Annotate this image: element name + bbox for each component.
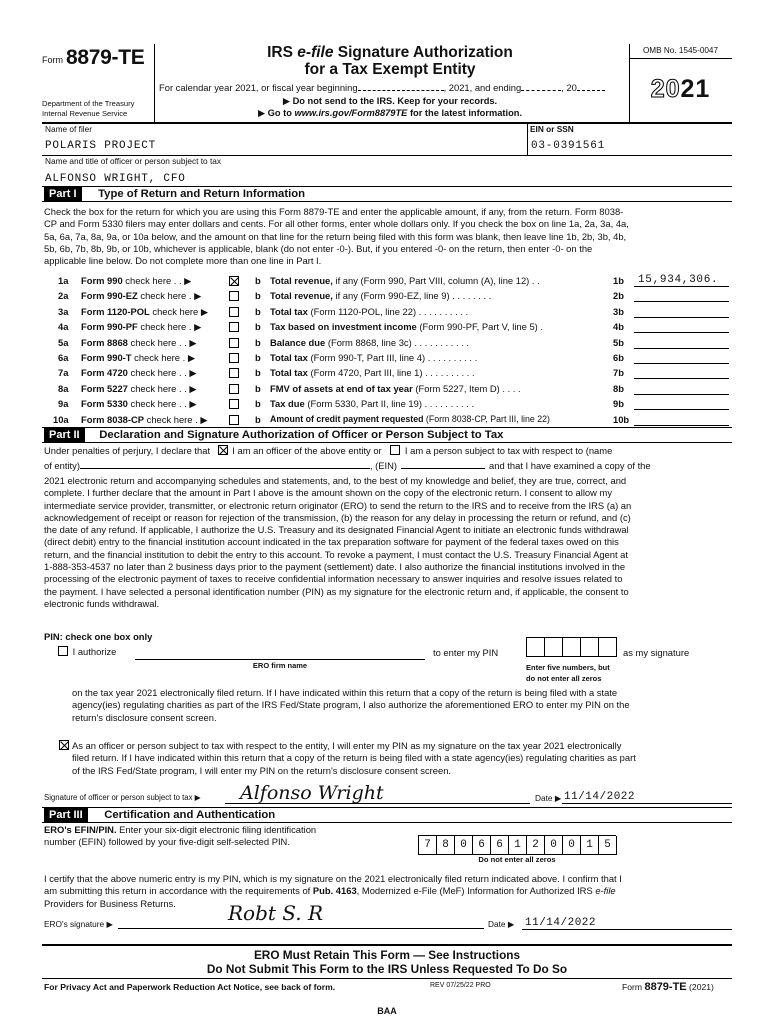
line-ref: 5b bbox=[613, 336, 624, 348]
part1-instructions: Check the box for the return for which you are using this Form 8879-TE and enter the applicable amount, if any, from the return. Form 8038- CP and Form 5330 filers may enter dollars and cents. For all other forms, enter whole dollars only. If you check the box on line 1a, 2a, 3a, 4a, 5a, 6a, 7a, 8a, 9a, or 10a below, and the amount on that line for the return being filed with this form was blank, then leave line 1b, 2b, 3b, 4b, 5b, 6b, 7b, 8b, 9b, or 10b, whichever is applicable, blank (do not enter -0-). But, if you entered -0- on the return, then enter -0- on the applicable line below. Do not complete more than one line in Part I. bbox=[44, 206, 629, 267]
efin-digit[interactable]: 6 bbox=[491, 836, 509, 855]
line-description: Tax due (Form 5330, Part II, line 19) . . . . . . . . . . bbox=[270, 398, 475, 410]
officer-pin-checkbox[interactable] bbox=[59, 740, 69, 750]
do-not-send: ▶ Do not send to the IRS. Keep for your records. bbox=[282, 96, 498, 106]
line-number: 6a bbox=[58, 352, 69, 363]
part1-line-8a bbox=[42, 383, 732, 399]
form-checkbox[interactable] bbox=[229, 322, 239, 332]
part1-title: Type of Return and Return Information bbox=[98, 188, 306, 200]
line-number: 1a bbox=[58, 275, 69, 286]
efin-digit[interactable]: 1 bbox=[581, 836, 599, 855]
baa-label: BAA bbox=[377, 1006, 397, 1016]
efin-digit[interactable]: 0 bbox=[563, 836, 581, 855]
part1-line-2a bbox=[42, 290, 732, 306]
form-checkbox[interactable] bbox=[229, 368, 239, 378]
line-description: Total tax (Form 1120-POL, line 22) . . . . . . . . . . bbox=[270, 305, 469, 317]
ero-date-label: Date ▶ bbox=[488, 919, 515, 929]
efin-digit[interactable]: 1 bbox=[509, 836, 527, 855]
amount-field[interactable] bbox=[634, 352, 729, 364]
line-number: 8a bbox=[58, 382, 69, 394]
ein-label: EIN or SSN bbox=[530, 124, 574, 134]
authorize-checkbox[interactable] bbox=[58, 646, 68, 656]
amount-field[interactable] bbox=[634, 337, 729, 349]
amount-field[interactable] bbox=[634, 398, 729, 410]
ero-date[interactable]: 11/14/2022 bbox=[525, 917, 597, 929]
option2-text: As an officer or person subject to tax with respect to the entity, I will enter my PIN as my signature on the tax year 2021 electronically filed return. If I have indicated within this return that a copy of the return is being filed with a state agency(ies) regulating charities as part of the IRS Fed/State program, I will enter my PIN on the return's disclosure consent screen. bbox=[72, 740, 636, 776]
part2-heading bbox=[44, 428, 503, 442]
person-checkbox[interactable] bbox=[390, 445, 400, 455]
line-description: FMV of assets at end of tax year (Form 5227, Item D) . . . . bbox=[270, 382, 521, 394]
line-description: Total tax (Form 4720, Part III, line 1) . . . . . . . . . . bbox=[270, 367, 475, 379]
amount-field[interactable] bbox=[634, 383, 729, 395]
form-name: Form 5227 check here . . ▶ bbox=[81, 382, 197, 394]
part3-title: Certification and Authentication bbox=[104, 809, 276, 821]
efin-digit[interactable]: 5 bbox=[599, 836, 617, 855]
line-number: 4a bbox=[58, 321, 69, 333]
line-number: 9a bbox=[58, 398, 69, 410]
goto-irs: ▶ Go to www.irs.gov/Form8879TE for the latest information. bbox=[257, 108, 523, 118]
efin-digit[interactable]: 8 bbox=[437, 836, 455, 855]
line-number: 3a bbox=[58, 305, 69, 317]
sub-letter: b bbox=[255, 382, 261, 394]
ein-value[interactable]: 03-0391561 bbox=[531, 140, 606, 152]
part3-heading bbox=[44, 808, 275, 822]
ero-firm-label: ERO firm name bbox=[252, 661, 308, 670]
part1-label: Part I bbox=[44, 187, 82, 201]
line-ref: 9b bbox=[613, 398, 624, 410]
efin-pin-boxes[interactable] bbox=[418, 835, 616, 855]
to-enter-pin: to enter my PIN bbox=[433, 647, 499, 658]
efin-digit[interactable]: 2 bbox=[527, 836, 545, 855]
efin-digit[interactable]: 0 bbox=[545, 836, 563, 855]
line-description: Amount of credit payment requested (Form 8038-CP, Part III, line 22) bbox=[270, 413, 550, 424]
amount-field[interactable] bbox=[634, 321, 729, 333]
amount-field[interactable] bbox=[634, 367, 729, 379]
sub-letter: b bbox=[255, 336, 261, 348]
ero-firm-field[interactable] bbox=[135, 647, 425, 660]
line-ref: 4b bbox=[613, 321, 624, 333]
amount-field[interactable] bbox=[634, 306, 729, 318]
form-name: Form 990-PF check here . ▶ bbox=[81, 321, 202, 333]
officer-date-label: Date ▶ bbox=[535, 793, 562, 803]
officer-pin-boxes[interactable] bbox=[526, 637, 617, 657]
part1-line-5a bbox=[42, 337, 732, 353]
filer-name[interactable]: POLARIS PROJECT bbox=[45, 140, 157, 152]
irs-label: Internal Revenue Service bbox=[42, 109, 128, 118]
sub-letter: b bbox=[255, 398, 261, 410]
officer-signature[interactable]: Alfonso Wright bbox=[240, 782, 384, 804]
officer-pin-option bbox=[59, 740, 69, 752]
line-ref: 7b bbox=[613, 367, 624, 379]
officer-date[interactable]: 11/14/2022 bbox=[564, 791, 636, 803]
certification-text: I certify that the above numeric entry is my PIN, which is my signature on the 2021 electronically filed return indicated above. I confirm that I am submitting this return in accordance with the requirements of Pub. 4163, Modernized e-File (MeF) Information for Authorized IRS e-file Providers for Business Returns. bbox=[44, 873, 622, 909]
amount-value[interactable]: 15,934,306. bbox=[638, 274, 719, 286]
form-checkbox[interactable] bbox=[229, 338, 239, 348]
line-description: Total revenue, if any (Form 990, Part VIII, column (A), line 12) . . bbox=[270, 275, 540, 286]
as-my-signature: as my signature bbox=[623, 647, 690, 658]
part1-line-4a bbox=[42, 321, 732, 337]
part2-label: Part II bbox=[44, 428, 85, 442]
line-ref: 8b bbox=[613, 382, 624, 394]
line-ref: 6b bbox=[613, 352, 624, 363]
form-checkbox[interactable] bbox=[229, 291, 239, 301]
sub-letter: b bbox=[255, 367, 261, 379]
line-description: Total revenue, if any (Form 990-EZ, line 9) . . . . . . . . bbox=[270, 290, 492, 302]
name-of-filer-label: Name of filer bbox=[45, 124, 93, 134]
form-word: Form bbox=[42, 55, 63, 65]
form-checkbox[interactable] bbox=[229, 384, 239, 394]
sub-letter: b bbox=[255, 321, 261, 333]
line-ref: 2b bbox=[613, 290, 624, 302]
revision: REV 07/25/22 PRO bbox=[430, 982, 491, 989]
form-name: Form 990 check here . . ▶ bbox=[81, 275, 192, 286]
efin-digit[interactable]: 0 bbox=[455, 836, 473, 855]
line-description: Balance due (Form 8868, line 3c) . . . . . . . . . . . bbox=[270, 336, 470, 348]
form-checkbox[interactable] bbox=[229, 276, 239, 286]
line-number: 2a bbox=[58, 290, 69, 302]
declaration-line2: of entity) , (EIN) and that I have examined a copy of the bbox=[44, 460, 651, 471]
part1-line-6a bbox=[42, 352, 732, 368]
option1-text: on the tax year 2021 electronically filed return. If I have indicated within this return that a copy of the return is being filed with a state agency(ies) regulating charities as part of the IRS Fed/State program, I also authorize the aforementioned ERO to enter my PIN on the return's disclosure consent screen. bbox=[72, 687, 630, 723]
ero-signature[interactable]: Robt S. R bbox=[228, 901, 324, 925]
line-number: 7a bbox=[58, 367, 69, 379]
form-checkbox[interactable] bbox=[229, 399, 239, 409]
calendar-year-line: For calendar year 2021, or fiscal year beginning , 2021, and ending , 20 bbox=[159, 82, 629, 94]
sub-letter: b bbox=[255, 305, 261, 317]
efin-instructions: ERO's EFIN/PIN. Enter your six-digit electronic filing identification number (EFIN) followed by your five-digit self-selected PIN. bbox=[44, 824, 317, 848]
sub-letter: b bbox=[255, 290, 261, 302]
privacy-notice: For Privacy Act and Paperwork Reduction Act Notice, see back of form. bbox=[44, 982, 336, 992]
form-title: IRS e-file Signature Authorization for a Tax Exempt Entity bbox=[267, 44, 513, 78]
line-number: 10a bbox=[53, 413, 69, 425]
tax-year: 2021 bbox=[650, 75, 711, 103]
line-description: Tax based on investment income (Form 990-PF, Part V, line 5) . bbox=[270, 321, 544, 333]
sub-letter: b bbox=[255, 275, 261, 286]
footer-form-id: Form 8879-TE (2021) bbox=[622, 981, 714, 993]
declaration-body: 2021 electronic return and accompanying schedules and statements, and, to the best of my knowledge and belief, they are true, correct, and complete. I further declare that the amount in Part I above is the amount shown on the copy of the electronic return. I consent to allow my intermediate service provider, transmitter, or electronic return originator (ERO) to send the return to the IRS and to receive from the IRS (a) an acknowledgement of receipt or reason for rejection of the transmission, (b) the reason for any delay in processing the return or refund, and (c) the date of any refund. If applicable, I authorize the U.S. Treasury and its designated Financial Agent to initiate an electronic funds withdrawal (direct debit) entry to the financial institution account indicated in the tax preparation software for payment of the federal taxes owed on this return, and the financial institution to debit the entry to this account. To revoke a payment, I must contact the U.S. Treasury Financial Agent at 1-888-353-4537 no later than 2 business days prior to the payment (settlement) date. I also authorize the financial institutions involved in the processing of the electronic payment of taxes to receive confidential information necessary to answer inquiries and resolve issues related to the payment. I have selected a personal identification number (PIN) as my signature for the electronic return and, if applicable, the consent to electronic funds withdrawal. bbox=[44, 475, 632, 609]
form-name: Form 990-T check here . ▶ bbox=[81, 352, 196, 363]
part1-heading bbox=[44, 187, 305, 201]
part1-line-3a bbox=[42, 306, 732, 322]
line-ref: 3b bbox=[613, 305, 624, 317]
declaration-line1: Under penalties of perjury, I declare that I am an officer of the above entity or I am a person subject to tax with respect to (name bbox=[44, 445, 613, 456]
form-checkbox[interactable] bbox=[229, 353, 239, 363]
line-ref: 10b bbox=[613, 413, 630, 425]
officer-signature-label: Signature of officer or person subject to tax ▶ bbox=[44, 793, 201, 802]
pin-heading: PIN: check one box only bbox=[44, 631, 153, 642]
form-name: Form 8868 check here . . ▶ bbox=[81, 336, 197, 348]
form-name: Form 8038-CP check here . ▶ bbox=[81, 413, 208, 425]
efin-digit[interactable]: 6 bbox=[473, 836, 491, 855]
part3-label: Part III bbox=[44, 808, 88, 822]
part1-line-7a bbox=[42, 367, 732, 383]
form-name: Form 1120-POL check here ▶ bbox=[81, 305, 209, 317]
officer-label: Name and title of officer or person subject to tax bbox=[45, 156, 222, 166]
form-checkbox[interactable] bbox=[229, 307, 239, 317]
ero-signature-label: ERO's signature ▶ bbox=[44, 919, 113, 929]
form-name: Form 5330 check here . . ▶ bbox=[81, 398, 197, 410]
retain-notice: ERO Must Retain This Form — See Instructions Do Not Submit This Form to the IRS Unless Requested To Do So bbox=[206, 948, 568, 976]
efin-digit[interactable]: 7 bbox=[419, 836, 437, 855]
form-name: Form 4720 check here . . ▶ bbox=[81, 367, 197, 379]
form-number: 8879-TE bbox=[66, 46, 145, 69]
line-number: 5a bbox=[58, 336, 69, 348]
entity-ein-field[interactable] bbox=[401, 468, 485, 469]
line-description: Total tax (Form 990-T, Part III, line 4) . . . . . . . . . . bbox=[270, 352, 478, 363]
department-label: Department of the Treasury bbox=[42, 99, 135, 108]
line-ref: 1b bbox=[613, 275, 624, 286]
authorize-option: I authorize bbox=[58, 646, 116, 658]
pin-instructions: Enter five numbers, but do not enter all zeros bbox=[526, 663, 610, 683]
sub-letter: b bbox=[255, 413, 261, 425]
form-checkbox[interactable] bbox=[229, 415, 239, 425]
officer-checkbox[interactable] bbox=[218, 445, 228, 455]
part1-line-1a bbox=[42, 275, 732, 291]
amount-field[interactable] bbox=[634, 290, 729, 302]
omb-number: OMB No. 1545-0047 bbox=[642, 46, 719, 55]
part2-title: Declaration and Signature Authorization of Officer or Person Subject to Tax bbox=[99, 429, 504, 441]
amount-field[interactable] bbox=[634, 414, 729, 426]
entity-name-field[interactable] bbox=[80, 468, 370, 469]
officer-name[interactable]: ALFONSO WRIGHT, CFO bbox=[45, 173, 186, 185]
sub-letter: b bbox=[255, 352, 261, 363]
not-all-zeros: Do not enter all zeros bbox=[478, 855, 556, 864]
part1-line-9a bbox=[42, 398, 732, 414]
form-name: Form 990-EZ check here . ▶ bbox=[81, 290, 202, 302]
